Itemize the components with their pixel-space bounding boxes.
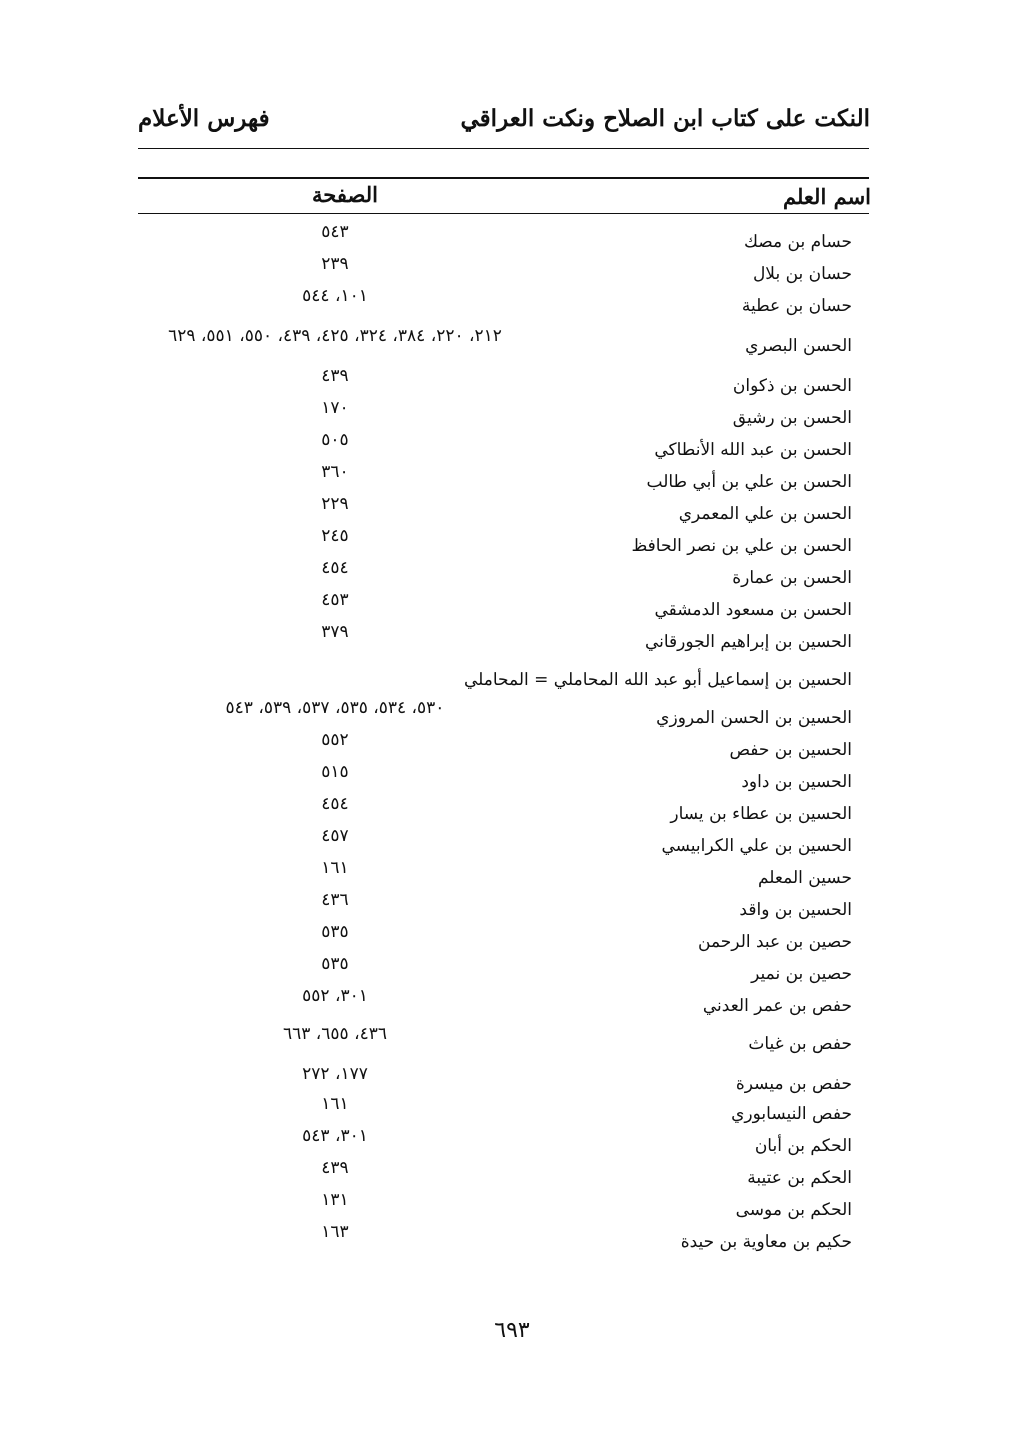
index-entry bbox=[0, 858, 1024, 888]
index-entry bbox=[0, 462, 1024, 492]
entry-name: حسان بن بلال bbox=[752, 264, 852, 284]
entry-pages: ١٠١، ٥٤٤ bbox=[302, 286, 368, 306]
entry-pages: ٢٢٩ bbox=[321, 494, 349, 514]
index-entry bbox=[0, 326, 1024, 356]
entry-pages: ٢١٢، ٢٢٠، ٣٨٤، ٣٢٤، ٤٢٥، ٤٣٩، ٥٥٠، ٥٥١، ٦٢٩ bbox=[168, 326, 502, 346]
entry-pages: ٣٦٠ bbox=[321, 462, 349, 482]
entry-name: حسان بن عطية bbox=[741, 296, 852, 316]
entry-name: الحسن بن رشيق bbox=[732, 408, 852, 428]
entry-pages: ٤٣٦، ٦٥٥، ٦٦٣ bbox=[283, 1024, 387, 1044]
entry-name: الحكم بن موسى bbox=[735, 1200, 852, 1220]
entry-name: حكيم بن معاوية بن حيدة bbox=[680, 1232, 852, 1252]
entry-pages: ١٦٣ bbox=[321, 1222, 349, 1242]
entry-name: حفص النيسابوري bbox=[731, 1104, 852, 1124]
index-entry bbox=[0, 794, 1024, 824]
index-entry bbox=[0, 254, 1024, 284]
entry-name: حصين بن نمير bbox=[751, 964, 852, 984]
index-entry bbox=[0, 890, 1024, 920]
entry-pages: ٢٣٩ bbox=[321, 254, 349, 274]
entry-pages: ٣٧٩ bbox=[321, 622, 349, 642]
index-entry bbox=[0, 590, 1024, 620]
entry-name: الحسين بن الحسن المروزي bbox=[656, 708, 852, 728]
entry-pages: ١٧٠ bbox=[321, 398, 349, 418]
entry-name: الحكم بن عتيبة bbox=[747, 1168, 852, 1188]
index-entry bbox=[0, 494, 1024, 524]
entry-pages: ١٦١ bbox=[321, 858, 349, 878]
entry-name: حفص بن ميسرة bbox=[735, 1074, 852, 1094]
entry-name: الحكم بن أبان bbox=[754, 1136, 852, 1156]
entry-pages: ٤٥٣ bbox=[321, 590, 349, 610]
index-entry bbox=[0, 762, 1024, 792]
entry-name: حفص بن عمر العدني bbox=[702, 996, 852, 1016]
entry-name: الحسين بن علي الكرابيسي bbox=[661, 836, 852, 856]
index-entry bbox=[0, 558, 1024, 588]
entry-name: الحسن بن مسعود الدمشقي bbox=[654, 600, 852, 620]
index-entry bbox=[0, 622, 1024, 652]
page-column-header: الصفحة bbox=[312, 182, 378, 207]
entry-name: الحسن بن عمارة bbox=[732, 568, 852, 588]
index-entry bbox=[0, 730, 1024, 760]
entry-pages: ١٣١ bbox=[321, 1190, 349, 1210]
entry-name: حصين بن عبد الرحمن bbox=[698, 932, 852, 952]
entry-pages: ٥٣٠، ٥٣٤، ٥٣٥، ٥٣٧، ٥٣٩، ٥٤٣ bbox=[225, 698, 445, 718]
entry-pages: ٤٥٧ bbox=[321, 826, 349, 846]
index-entry bbox=[0, 698, 1024, 728]
entry-name: الحسن بن علي بن نصر الحافظ bbox=[631, 536, 852, 556]
entry-pages: ٥٣٥ bbox=[321, 954, 349, 974]
entry-pages: ٥٣٥ bbox=[321, 922, 349, 942]
entry-pages: ١٦١ bbox=[321, 1094, 349, 1114]
entry-name: الحسن بن ذكوان bbox=[732, 376, 852, 396]
index-entry bbox=[0, 222, 1024, 252]
entry-pages: ١٧٧، ٢٧٢ bbox=[302, 1064, 368, 1084]
page-number: ٦٩٣ bbox=[494, 1318, 530, 1343]
entry-pages: ٢٤٥ bbox=[321, 526, 349, 546]
index-entry bbox=[0, 826, 1024, 856]
index-entry bbox=[0, 660, 1024, 690]
index-entry bbox=[0, 922, 1024, 952]
index-entry bbox=[0, 286, 1024, 316]
entry-pages: ٤٥٤ bbox=[321, 558, 349, 578]
index-entry bbox=[0, 1158, 1024, 1188]
entry-pages: ٤٥٤ bbox=[321, 794, 349, 814]
name-column-header: اسم العلم bbox=[782, 184, 871, 209]
entry-pages: ٤٣٦ bbox=[321, 890, 349, 910]
section-title: فهرس الأعلام bbox=[138, 105, 270, 132]
entry-name: الحسين بن إسماعيل أبو عبد الله المحاملي = المحاملي bbox=[463, 670, 852, 690]
index-entry bbox=[0, 1190, 1024, 1220]
entry-name: الحسن بن علي المعمري bbox=[678, 504, 852, 524]
entry-name: حسين المعلم bbox=[757, 868, 852, 888]
entry-name: الحسن بن عبد الله الأنطاكي bbox=[654, 440, 852, 460]
entry-name: حفص بن غياث bbox=[748, 1034, 852, 1054]
entry-name: الحسن البصري bbox=[745, 336, 852, 356]
entry-pages: ٥٥٢ bbox=[321, 730, 349, 750]
index-entry bbox=[0, 526, 1024, 556]
entry-name: الحسين بن واقد bbox=[739, 900, 852, 920]
entry-pages: ٥٤٣ bbox=[321, 222, 349, 242]
index-entry bbox=[0, 986, 1024, 1016]
index-entry bbox=[0, 366, 1024, 396]
entry-name: حسام بن مصك bbox=[743, 232, 852, 252]
index-entry bbox=[0, 430, 1024, 460]
entry-pages: ٥١٥ bbox=[321, 762, 349, 782]
entry-name: الحسين بن عطاء بن يسار bbox=[670, 804, 852, 824]
index-entry bbox=[0, 954, 1024, 984]
index-entry bbox=[0, 398, 1024, 428]
index-entry bbox=[0, 1024, 1024, 1054]
index-entry bbox=[0, 1064, 1024, 1094]
entry-pages: ٣٠١، ٥٤٣ bbox=[302, 1126, 368, 1146]
entry-pages: ٥٠٥ bbox=[321, 430, 349, 450]
entry-name: الحسن بن علي بن أبي طالب bbox=[646, 472, 852, 492]
index-entry bbox=[0, 1222, 1024, 1252]
entry-pages: ٤٣٩ bbox=[321, 1158, 349, 1178]
entry-name: الحسين بن إبراهيم الجورقاني bbox=[644, 632, 852, 652]
book-title: النكت على كتاب ابن الصلاح ونكت العراقي bbox=[460, 105, 870, 132]
index-entry bbox=[0, 1094, 1024, 1124]
entry-pages: ٣٠١، ٥٥٢ bbox=[302, 986, 368, 1006]
entry-name: الحسين بن حفص bbox=[729, 740, 852, 760]
entry-pages: ٤٣٩ bbox=[321, 366, 349, 386]
index-entry bbox=[0, 1126, 1024, 1156]
entry-name: الحسين بن داود bbox=[741, 772, 852, 792]
